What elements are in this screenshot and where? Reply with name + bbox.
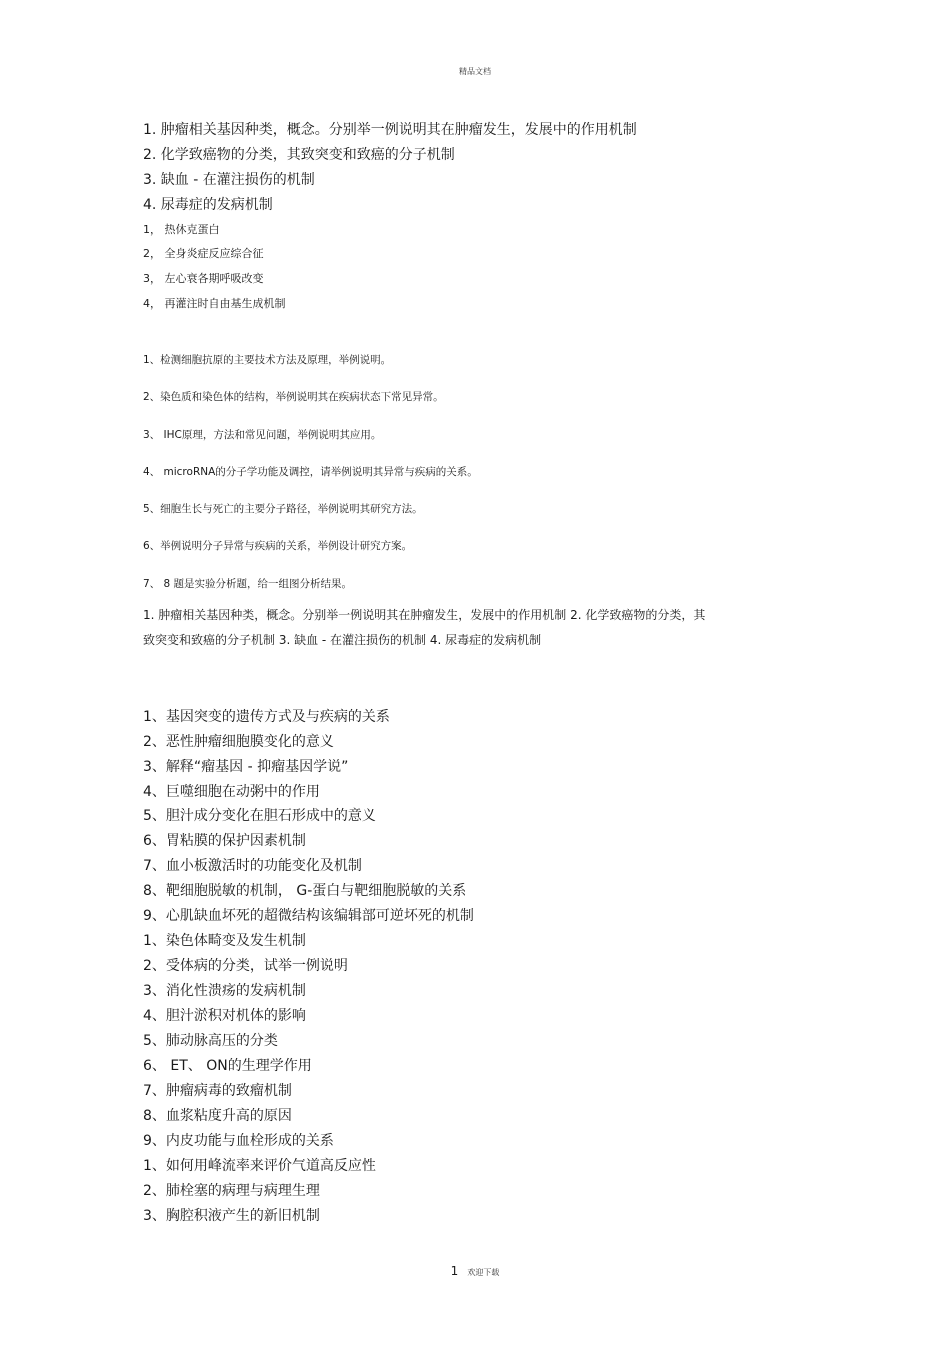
page-number: 1 (450, 1264, 459, 1278)
list-item: 5、胆汁成分变化在胆石形成中的意义 (143, 808, 376, 824)
list-item: 3、胸腔积液产生的新旧机制 (143, 1208, 320, 1224)
list-item: 2、肺栓塞的病理与病理生理 (143, 1183, 320, 1199)
list-item: 8、血浆粘度升高的原因 (143, 1108, 292, 1124)
list-item: 9、内皮功能与血栓形成的关系 (143, 1133, 334, 1149)
list-item: 2， 全身炎症反应综合征 (143, 247, 264, 260)
list-item: 1. 肿瘤相关基因种类，概念。分别举一例说明其在肿瘤发生，发展中的作用机制 (143, 122, 637, 138)
list-item: 3、解释“瘤基因 - 抑瘤基因学说” (143, 759, 349, 775)
list-item: 1、检测细胞抗原的主要技术方法及原理，举例说明。 (143, 354, 392, 366)
list-item: 7、 8 题是实验分析题，给一组图分析结果。 (143, 578, 353, 590)
list-item: 8、靶细胞脱敏的机制， G-蛋白与靶细胞脱敏的关系 (143, 883, 467, 899)
paragraph-line: 1. 肿瘤相关基因种类，概念。分别举一例说明其在肿瘤发生，发展中的作用机制 2. 化学致癌物的分类，其 (143, 608, 706, 622)
list-item: 3. 缺血 - 在灌注损伤的机制 (143, 172, 315, 188)
list-item: 6、举例说明分子异常与疾病的关系，举例设计研究方案。 (143, 540, 413, 552)
footer-text: 欢迎下载 (467, 1268, 500, 1277)
list-item: 3， 左心衰各期呼吸改变 (143, 272, 264, 285)
list-item: 2、受体病的分类，试举一例说明 (143, 958, 348, 974)
list-item: 1， 热休克蛋白 (143, 223, 220, 236)
list-item: 7、血小板激活时的功能变化及机制 (143, 858, 362, 874)
list-item: 3、 IHC原理，方法和常见问题，举例说明其应用。 (143, 429, 382, 441)
list-item: 5、细胞生长与死亡的主要分子路径，举例说明其研究方法。 (143, 503, 423, 515)
list-item: 4、胆汁淤积对机体的影响 (143, 1008, 306, 1024)
list-item: 6、胃粘膜的保护因素机制 (143, 833, 306, 849)
list-item: 2、恶性肿瘤细胞膜变化的意义 (143, 734, 334, 750)
list-item: 1、基因突变的遗传方式及与疾病的关系 (143, 709, 390, 725)
list-item: 5、肺动脉高压的分类 (143, 1033, 278, 1049)
list-item: 6、 ET、 ON的生理学作用 (143, 1058, 312, 1074)
list-item: 3、消化性溃疡的发病机制 (143, 983, 306, 999)
list-item: 4， 再灌注时自由基生成机制 (143, 297, 286, 310)
list-item: 2. 化学致癌物的分类，其致突变和致癌的分子机制 (143, 147, 455, 163)
list-item: 2、染色质和染色体的结构，举例说明其在疾病状态下常见异常。 (143, 391, 444, 403)
list-item: 7、肿瘤病毒的致瘤机制 (143, 1083, 292, 1099)
list-item: 4、巨噬细胞在动粥中的作用 (143, 784, 320, 800)
list-item: 1、如何用峰流率来评价气道高反应性 (143, 1158, 376, 1174)
page-footer (0, 1260, 950, 1279)
paragraph-line: 致突变和致癌的分子机制 3. 缺血 - 在灌注损伤的机制 4. 尿毒症的发病机制 (143, 633, 542, 647)
list-item: 1、染色体畸变及发生机制 (143, 933, 306, 949)
list-item: 9、心肌缺血坏死的超微结构该编辑部可逆坏死的机制 (143, 908, 474, 924)
list-item: 4、 microRNA的分子学功能及调控，请举例说明其异常与疾病的关系。 (143, 466, 478, 478)
page-header: 精品文档 (459, 67, 491, 76)
list-item: 4. 尿毒症的发病机制 (143, 197, 273, 213)
